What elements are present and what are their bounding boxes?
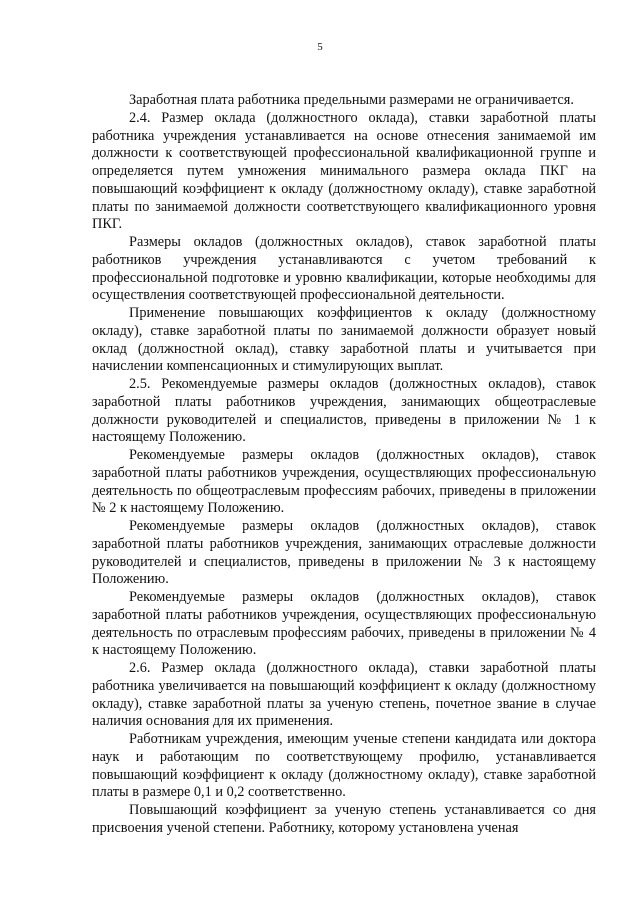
paragraph-appendix-2: Рекомендуемые размеры окладов (должностных окладов), ставок заработной платы работников учреждения, осуществляющих профессиональную деятельность по общеотраслевым профессиям рабочих, приведены в приложении № 2 к настоящему Положению. [92, 447, 596, 517]
paragraph-2-5-appendix-1: 2.5. Рекомендуемые размеры окладов (должностных окладов), ставок заработной платы работников учреждения, занимающих общеотраслевые должности руководителей и специалистов, приведены в приложении № 1 к настоящему Положению. [92, 376, 596, 446]
page-number: 5 [317, 41, 323, 53]
paragraph-appendix-4: Рекомендуемые размеры окладов (должностных окладов), ставок заработной платы работников учреждения, осуществляющих профессиональную деятельность по отраслевым профессиям рабочих, приведены в приложении № 4 к настоящему Положению. [92, 589, 596, 659]
paragraph-degree-coefficient: Работникам учреждения, имеющим ученые степени кандидата или доктора наук и работающим по соответствующему профилю, устанавливается повышающий коэффициент к окладу (должностному окладу), ставке заработной платы в размере 0,1 и 0,2 соответственно. [92, 731, 596, 801]
paragraph-salary-no-limit: Заработная плата работника предельными размерами не ограничивается. [129, 92, 574, 108]
paragraph-2-4-salary-size: 2.4. Размер оклада (должностного оклада), ставки заработной платы работника учреждения устанавливается на основе отнесения занимаемой им должности к соответствующей профессиональной квалификационной группе и определяется путем умножения минимального размера оклада ПКГ на повышающий коэффициент к окладу (должностному окладу), ставке заработной платы по занимаемой должности соответствующего квалификационного уровня ПКГ. [92, 109, 596, 233]
document-body [92, 84, 596, 838]
paragraph-degree-start-date: Повышающий коэффициент за ученую степень устанавливается со дня присвоения ученой степени. Работнику, которому установлена ученая [92, 802, 596, 836]
paragraph-coefficients-application: Применение повышающих коэффициентов к окладу (должностному окладу), ставке заработной платы по занимаемой должности образует новый оклад (должностной оклад), ставку заработной платы и учитывается при начислении компенсационных и стимулирующих выплат. [92, 305, 596, 375]
paragraph-2-6-academic-degree: 2.6. Размер оклада (должностного оклада), ставки заработной платы работника увеличивается на повышающий коэффициент к окладу (должностному окладу), ставке заработной платы за ученую степень, почетное звание в случае наличия основания для их применения. [92, 660, 596, 730]
paragraph-appendix-3: Рекомендуемые размеры окладов (должностных окладов), ставок заработной платы работников учреждения, занимающих отраслевые должности руководителей и специалистов, приведены в приложении № 3 к настоящему Положению. [92, 518, 596, 588]
paragraph-salary-requirements: Размеры окладов (должностных окладов), ставок заработной платы работников учреждения устанавливаются с учетом требований к профессиональной подготовке и уровню квалификации, которые необходимы для осуществления соответствующей профессиональной деятельности. [92, 234, 596, 304]
